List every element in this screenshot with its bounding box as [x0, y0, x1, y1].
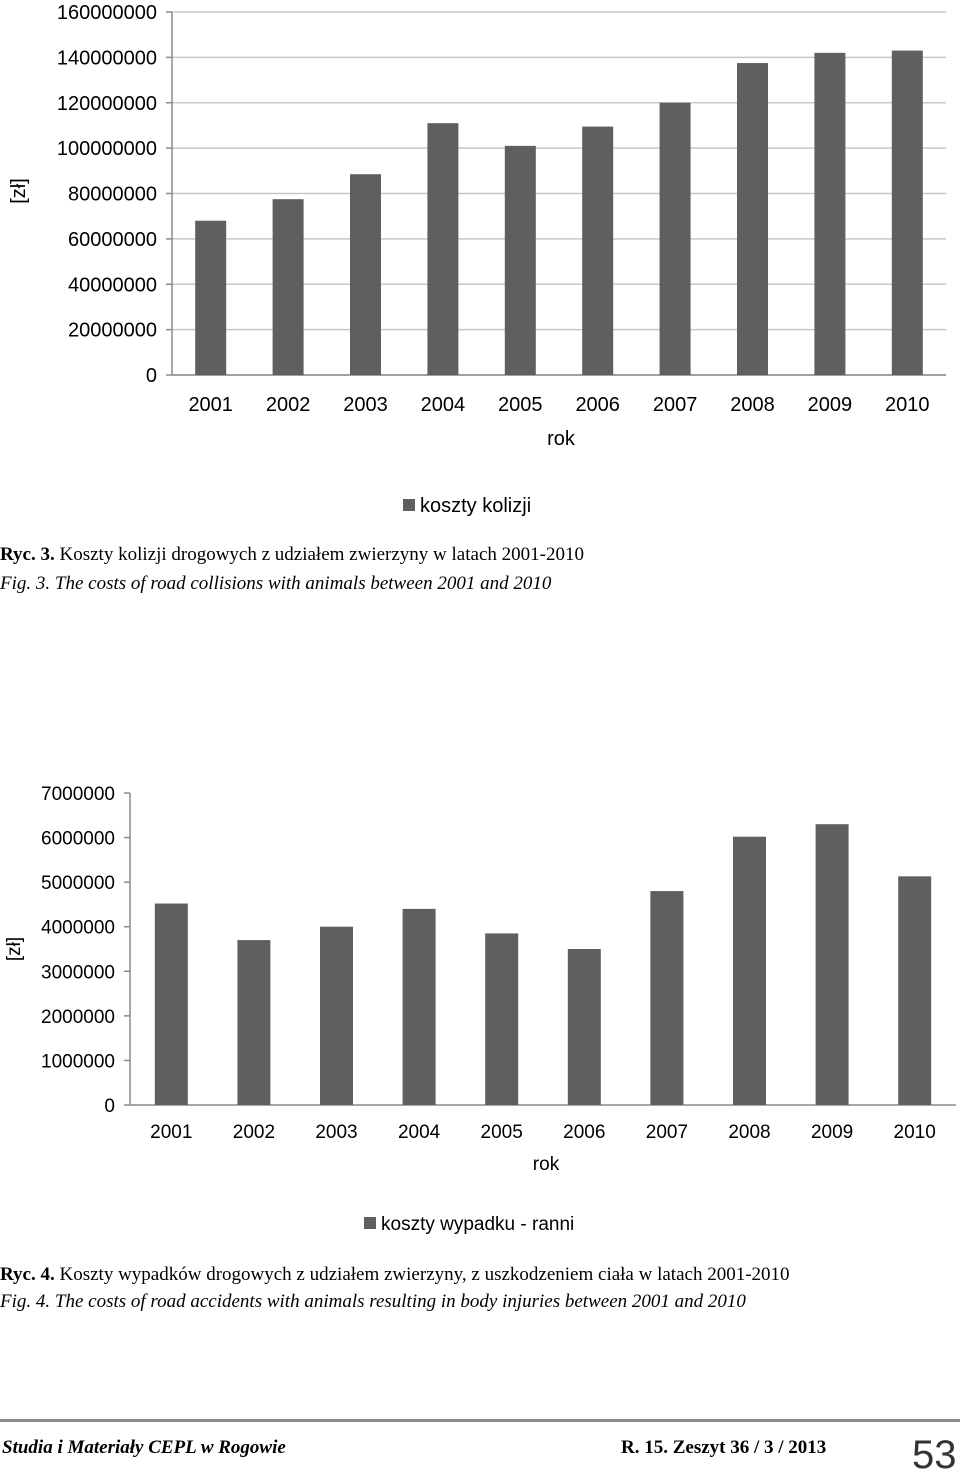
y-tick-label: 100000000	[56, 138, 157, 161]
x-tick-label: 2006	[575, 394, 620, 416]
legend-label: koszty wypadku - ranni	[381, 1214, 575, 1235]
legend-swatch	[403, 499, 415, 511]
bar	[320, 927, 353, 1105]
bar	[237, 940, 270, 1105]
y-tick-label: 20000000	[68, 319, 157, 342]
figure-4-label: Ryc. 4.	[0, 1264, 55, 1285]
y-tick-label: 2000000	[41, 1006, 115, 1028]
x-tick-label: 2006	[563, 1122, 606, 1143]
x-axis-title: rok	[532, 1154, 560, 1175]
footer-journal-title: Studia i Materiały CEPL w Rogowie	[2, 1437, 286, 1458]
x-tick-label: 2008	[730, 394, 775, 416]
y-tick-label: 0	[145, 365, 157, 387]
figure-4-caption-pl	[0, 1264, 790, 1286]
figure-3-caption-pl	[0, 544, 584, 566]
x-tick-label: 2007	[652, 394, 698, 416]
x-axis-title: rok	[547, 428, 575, 450]
y-tick-label: 120000000	[56, 92, 157, 115]
page-number: 53	[912, 1433, 957, 1477]
bar	[737, 63, 768, 375]
y-tick-label: 3000000	[41, 962, 115, 984]
bar	[350, 174, 381, 375]
figure-3-text: Koszty kolizji drogowych z udziałem zwierzyny w latach 2001-2010	[54, 544, 584, 565]
y-tick-label: 40000000	[68, 274, 157, 297]
x-tick-label: 2010	[893, 1122, 936, 1143]
x-tick-label: 2010	[885, 394, 930, 416]
y-axis-title: [zł]	[8, 178, 30, 204]
y-tick-label: 80000000	[68, 183, 157, 206]
bar	[582, 127, 613, 375]
injury-accident-costs-chart	[0, 760, 960, 1240]
x-tick-label: 2003	[343, 394, 388, 416]
x-tick-label: 2009	[807, 394, 853, 416]
x-tick-label: 2007	[645, 1122, 689, 1143]
bar	[814, 53, 845, 375]
bar	[273, 199, 304, 375]
footer-divider	[0, 1419, 960, 1422]
y-tick-label: 7000000	[41, 784, 115, 805]
footer-issue: R. 15. Zeszyt 36 / 3 / 2013	[621, 1437, 827, 1458]
figure-4-text: Koszty wypadków drogowych z udziałem zwierzyny, z uszkodzeniem ciała w latach 2001-2010	[54, 1264, 790, 1285]
y-tick-label: 140000000	[56, 47, 157, 70]
figure-3-caption-en: Fig. 3. The costs of road collisions with animals between 2001 and 2010	[0, 573, 552, 594]
bar	[898, 876, 931, 1105]
bar	[195, 221, 226, 375]
x-tick-label: 2008	[728, 1122, 771, 1143]
y-axis-title: [zł]	[4, 936, 25, 962]
x-tick-label: 2002	[265, 394, 311, 416]
x-tick-label: 2009	[810, 1122, 854, 1143]
figure-3-label: Ryc. 3.	[0, 544, 55, 565]
bar	[155, 904, 188, 1105]
x-tick-label: 2005	[498, 394, 543, 416]
x-tick-label: 2005	[480, 1122, 523, 1143]
x-tick-label: 2002	[232, 1122, 276, 1143]
legend-label: koszty kolizji	[420, 495, 532, 517]
legend-swatch	[364, 1217, 376, 1229]
y-tick-label: 4000000	[41, 917, 115, 939]
x-tick-label: 2001	[150, 1122, 193, 1143]
y-tick-label: 6000000	[41, 828, 115, 850]
bar	[733, 837, 766, 1105]
bar	[892, 51, 923, 375]
figure-4-caption-en: Fig. 4. The costs of road accidents with animals resulting in body injuries between 2001 and 2010	[0, 1291, 746, 1312]
bar	[568, 949, 601, 1105]
bar	[427, 123, 458, 375]
y-tick-label: 60000000	[68, 228, 157, 251]
bar	[505, 146, 536, 375]
y-tick-label: 160000000	[56, 2, 157, 24]
bar	[403, 909, 436, 1105]
bar	[816, 824, 849, 1105]
x-tick-label: 2003	[315, 1122, 358, 1143]
collision-costs-chart	[0, 0, 960, 530]
y-tick-label: 5000000	[41, 873, 115, 895]
y-tick-label: 0	[104, 1096, 115, 1117]
x-tick-label: 2001	[188, 394, 233, 416]
x-tick-label: 2004	[397, 1122, 441, 1143]
bar	[650, 891, 683, 1105]
bar	[660, 103, 691, 375]
y-tick-label: 1000000	[41, 1051, 115, 1073]
bar	[485, 933, 518, 1105]
x-tick-label: 2004	[420, 394, 466, 416]
